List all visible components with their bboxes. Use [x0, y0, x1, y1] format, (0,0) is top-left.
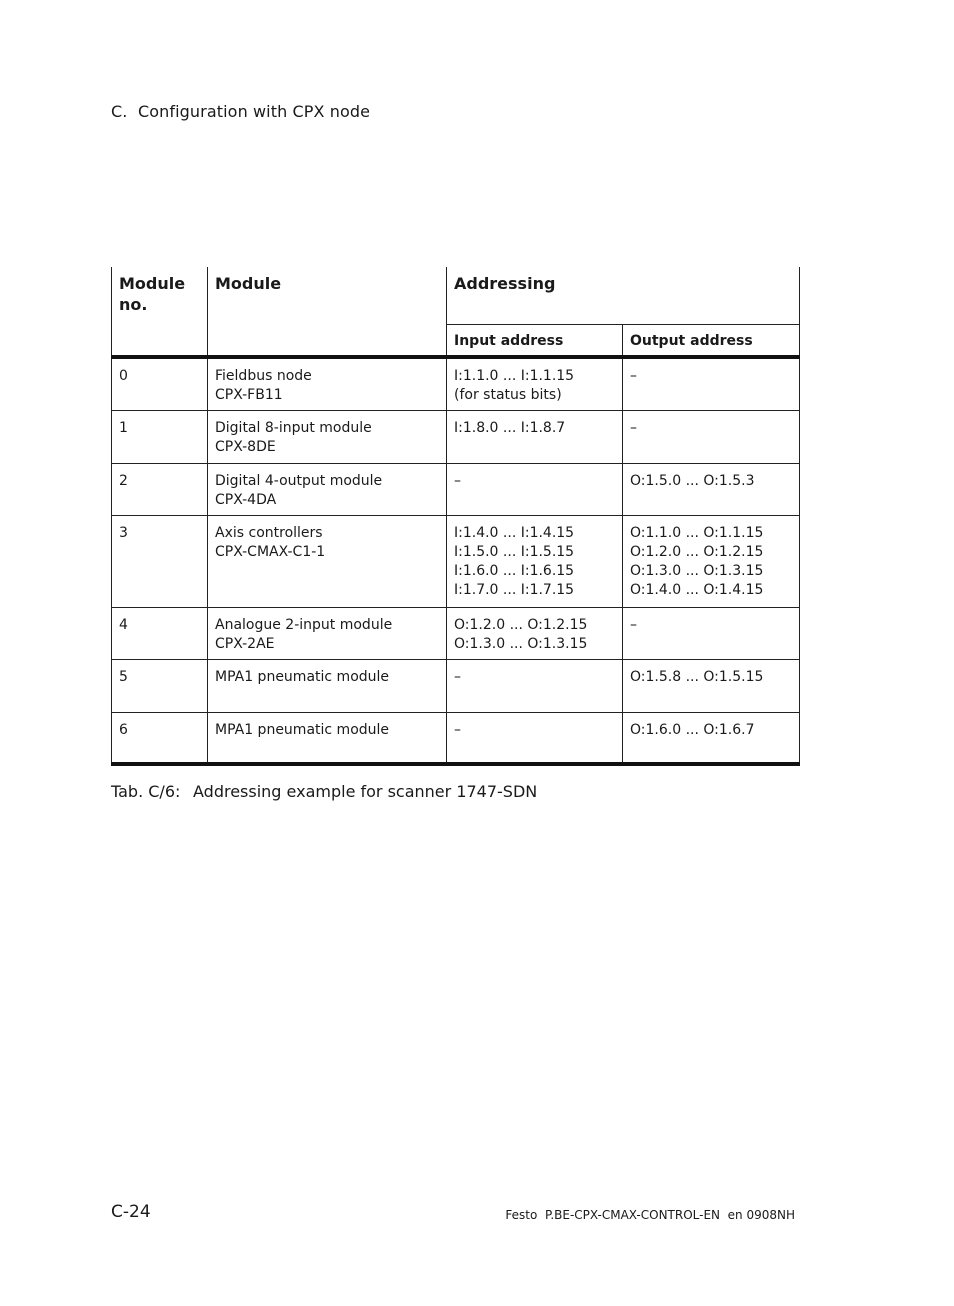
- cell-module-line: Axis controllers: [215, 524, 323, 541]
- cell-input-address: [447, 515, 623, 607]
- section-title: Configuration with CPX node: [138, 102, 371, 121]
- cell-output-address-line: O:1.1.0 ... O:1.1.15: [630, 524, 764, 541]
- table-row: [112, 410, 800, 463]
- cell-module-line: Digital 8-input module: [215, 419, 372, 436]
- cell-output-address: [623, 410, 800, 463]
- cell-module-no: 2: [112, 463, 208, 515]
- addressing-table: [111, 267, 800, 766]
- cell-module-line: MPA1 pneumatic module: [215, 668, 390, 685]
- cell-input-address-line: I:1.7.0 ... I:1.7.15: [454, 581, 575, 598]
- section-header: [111, 102, 370, 121]
- cell-output-address-line: O:1.5.8 ... O:1.5.15: [630, 668, 764, 685]
- cell-output-address: [623, 515, 800, 607]
- cell-output-address-line: O:1.6.0 ... O:1.6.7: [630, 721, 755, 738]
- page-number: C-24: [111, 1202, 151, 1222]
- cell-module-line: CPX-FB11: [215, 387, 283, 403]
- cell-module-no: 4: [112, 607, 208, 659]
- caption-label: Tab. C/6:: [111, 782, 181, 801]
- cell-module-line: MPA1 pneumatic module: [215, 721, 390, 738]
- cell-module-no: 6: [112, 712, 208, 764]
- cell-module-line: Fieldbus node: [215, 368, 312, 384]
- cell-input-address-line: –: [454, 472, 461, 489]
- cell-output-address-line: –: [630, 368, 637, 384]
- header-module-no: Module no.: [112, 267, 208, 357]
- table-caption: [111, 782, 537, 801]
- cell-module-line: Digital 4-output module: [215, 472, 383, 489]
- cell-module: [208, 463, 447, 515]
- cell-output-address-line: O:1.5.0 ... O:1.5.3: [630, 472, 755, 489]
- cell-input-address: [447, 607, 623, 659]
- cell-module-no: 3: [112, 515, 208, 607]
- cell-module: [208, 410, 447, 463]
- cell-output-address-line: O:1.3.0 ... O:1.3.15: [630, 562, 764, 579]
- cell-input-address-line: –: [454, 721, 461, 738]
- cell-input-address-line: I:1.5.0 ... I:1.5.15: [454, 543, 575, 560]
- cell-output-address: [623, 357, 800, 410]
- section-number: C.: [111, 102, 128, 121]
- cell-module: [208, 712, 447, 764]
- footer-doc-id: Festo P.BE-CPX-CMAX-CONTROL-EN en 0908NH: [505, 1208, 795, 1222]
- cell-output-address-line: O:1.2.0 ... O:1.2.15: [630, 543, 764, 560]
- cell-output-address-line: O:1.4.0 ... O:1.4.15: [630, 581, 764, 598]
- cell-input-address-line: O:1.2.0 ... O:1.2.15: [454, 616, 588, 633]
- header-module: Module: [208, 267, 447, 357]
- cell-module: [208, 357, 447, 410]
- table-row: [112, 712, 800, 764]
- cell-module-no: 1: [112, 410, 208, 463]
- cell-module: [208, 659, 447, 712]
- table-body: [112, 357, 800, 764]
- cell-module-line: CPX-4DA: [215, 491, 277, 508]
- cell-output-address-line: –: [630, 419, 637, 436]
- cell-module-no: 5: [112, 659, 208, 712]
- table-row: [112, 515, 800, 607]
- table-row: [112, 607, 800, 659]
- table-row: [112, 357, 800, 410]
- cell-input-address-line: O:1.3.0 ... O:1.3.15: [454, 635, 588, 652]
- cell-input-address: [447, 463, 623, 515]
- cell-input-address: [447, 712, 623, 764]
- header-input-address: Input address: [447, 324, 623, 357]
- table-row: [112, 463, 800, 515]
- header-addressing: Addressing: [447, 267, 800, 324]
- cell-input-address-line: I:1.4.0 ... I:1.4.15: [454, 524, 575, 541]
- cell-input-address-line: I:1.8.0 ... I:1.8.7: [454, 419, 566, 436]
- cell-module-line: CPX-2AE: [215, 635, 275, 652]
- cell-module-line: CPX-8DE: [215, 438, 276, 455]
- cell-input-address-line: I:1.6.0 ... I:1.6.15: [454, 562, 575, 579]
- cell-input-address-line: (for status bits): [454, 387, 562, 403]
- cell-module: [208, 607, 447, 659]
- cell-module-no: 0: [112, 357, 208, 410]
- cell-input-address-line: –: [454, 668, 461, 685]
- cell-output-address: [623, 607, 800, 659]
- table-row: [112, 659, 800, 712]
- cell-input-address-line: I:1.1.0 ... I:1.1.15: [454, 368, 575, 384]
- header-output-address: Output address: [623, 324, 800, 357]
- cell-module: [208, 515, 447, 607]
- cell-output-address-line: –: [630, 616, 637, 633]
- cell-module-line: CPX-CMAX-C1-1: [215, 543, 326, 560]
- cell-output-address: [623, 712, 800, 764]
- cell-input-address: [447, 410, 623, 463]
- cell-input-address: [447, 357, 623, 410]
- caption-text: Addressing example for scanner 1747-SDN: [193, 782, 538, 801]
- cell-output-address: [623, 463, 800, 515]
- cell-module-line: Analogue 2-input module: [215, 616, 393, 633]
- cell-input-address: [447, 659, 623, 712]
- cell-output-address: [623, 659, 800, 712]
